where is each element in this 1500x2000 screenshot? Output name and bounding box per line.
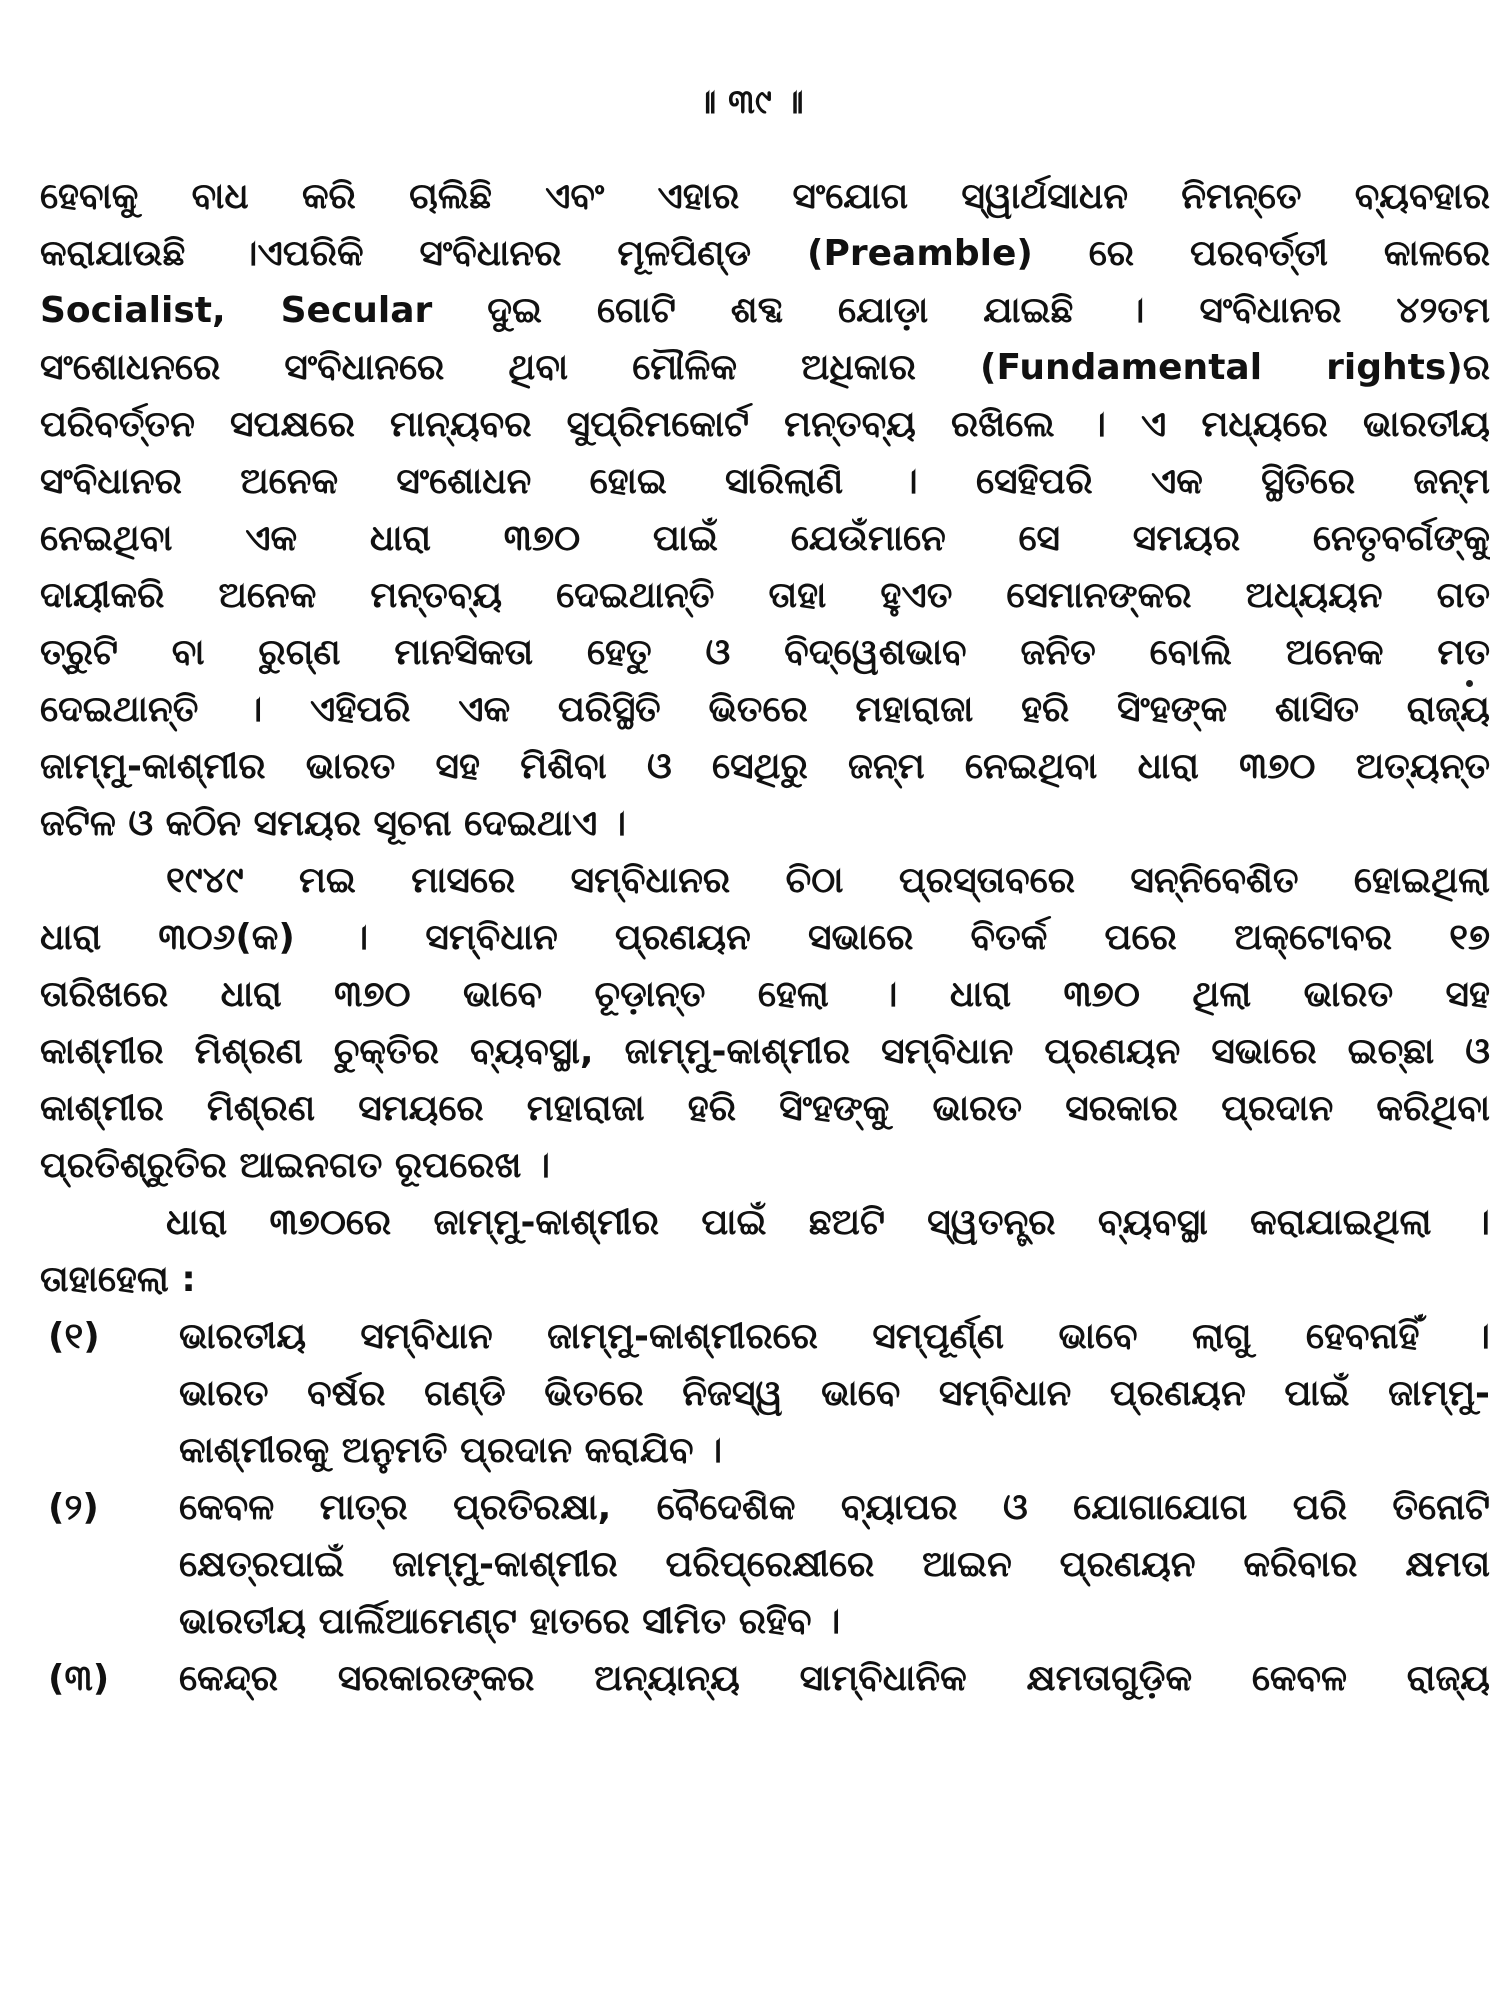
text-line: କ୍ଷେତ୍ରପାଇଁ ଜାମ୍ମୁ-କାଶ୍ମୀର ପରିପ୍ରେକ୍ଷୀରେ ଆଇନ ପ୍ରଣୟନ କରିବାର କ୍ଷମତା <box>179 1544 1490 1585</box>
text-line: ତ୍ରୁଟି ବା ରୁଗ୍ଣ ମାନସିକତା ହେତୁ ଓ ବିଦ୍ୱେଶଭାବ ଜନିତ ବୋଲି ଅନେକ ମତ <box>40 632 1490 673</box>
text-line: ସଂବିଧାନର ଅନେକ ସଂଶୋଧନ ହୋଇ ସାରିଲାଣି । ସେହିପରି ଏକ ସ୍ଥିତିରେ ଜନ୍ମ <box>40 461 1490 502</box>
text-line: ଜାମ୍ମୁ-କାଶ୍ମୀର ଭାରତ ସହ ମିଶିବା ଓ ସେଥିରୁ ଜନ୍ମ ନେଇଥିବା ଧାରା ୩୭୦ ଅତ୍ୟନ୍ତ <box>40 746 1490 787</box>
paragraph <box>40 852 1490 1194</box>
list-item-number: (୩) <box>48 1658 110 1699</box>
list-item <box>40 1650 1490 1707</box>
text-line: ପ୍ରତିଶ୍ରୁତିର ଆଇନଗତ ରୂପରେଖ । <box>40 1145 551 1186</box>
text-line: କାଶ୍ମୀରକୁ ଅନୁମତି ପ୍ରଦାନ କରାଯିବ । <box>179 1430 723 1471</box>
text-line: ଭାରତୀୟ ସମ୍ବିଧାନ ଜାମ୍ମୁ-କାଶ୍ମୀରରେ ସମ୍ପୂର୍ଣ୍ଣ ଭାବେ ଲାଗୁ ହେବନାହିଁ । <box>179 1316 1490 1357</box>
list-item-text <box>179 1308 1490 1479</box>
text-line: ହେବାକୁ ବାଧ କରି ଚାଲିଛି ଏବଂ ଏହାର ସଂଯୋଗ ସ୍ୱାର୍ଥସାଧନ ନିମନ୍ତେ ବ୍ୟବହାର <box>40 176 1490 217</box>
text-line: ଭାରତ ବର୍ଷର ଗଣ୍ଡି ଭିତରେ ନିଜସ୍ୱ ଭାବେ ସମ୍ବିଧାନ ପ୍ରଣୟନ ପାଇଁ ଜାମ୍ମୁ- <box>179 1373 1490 1414</box>
text-line: ଦାୟୀକରି ଅନେକ ମନ୍ତବ୍ୟ ଦେଇଥାନ୍ତି ତାହା ହୁଏତ ସେମାନଙ୍କର ଅଧ୍ୟୟନ ଗତ <box>40 575 1490 616</box>
list-item <box>40 1479 1490 1650</box>
text-line: ତାହାହେଲା : <box>40 1259 196 1300</box>
text-line: ଜଟିଳ ଓ କଠିନ ସମୟର ସୂଚନା ଦେଇଥାଏ । <box>40 803 627 844</box>
page-number: ॥ ୩୯ ॥ <box>696 82 804 122</box>
text-line: ନେଇଥିବା ଏକ ଧାରା ୩୭୦ ପାଇଁ ଯେଉଁମାନେ ସେ ସମୟର ନେତୃବର୍ଗଙ୍କୁ <box>40 518 1490 559</box>
text-line: କେନ୍ଦ୍ର ସରକାରଙ୍କର ଅନ୍ୟାନ୍ୟ ସାମ୍ବିଧାନିକ କ୍ଷମତାଗୁଡ଼ିକ କେବଳ ରାଜ୍ୟ <box>179 1658 1490 1699</box>
list-item <box>40 1308 1490 1479</box>
list-item-number: (୨) <box>48 1487 99 1528</box>
text-line: ପରିବର୍ତ୍ତନ ସପକ୍ଷରେ ମାନ୍ୟବର ସୁପ୍ରିମକୋର୍ଟ ମନ୍ତବ୍ୟ ରଖିଲେ । ଏ ମଧ୍ୟରେ ଭାରତୀୟ <box>40 404 1490 445</box>
text-line: କାଶ୍ମୀର ମିଶ୍ରଣ ସମୟରେ ମହାରାଜା ହରି ସିଂହଙ୍କୁ ଭାରତ ସରକାର ପ୍ରଦାନ କରିଥିବା <box>40 1088 1490 1129</box>
text-line: Socialist, Secular ଦୁଇ ଗୋଟି ଶବ୍ଦ ଯୋଡ଼ା ଯାଇଛି । ସଂବିଧାନର ୪୨ତମ <box>40 290 1490 331</box>
text-line: କରାଯାଉଛି ।ଏପରିକି ସଂବିଧାନର ମୂଳପିଣ୍ଡ (Preamble) ରେ ପରବର୍ତ୍ତୀ କାଳରେ <box>40 233 1490 274</box>
text-line: ଭାରତୀୟ ପାର୍ଲିଆମେଣ୍ଟ ହାତରେ ସୀମିତ ରହିବ । <box>179 1601 841 1642</box>
list-item-text <box>179 1479 1490 1650</box>
text-line: ତାରିଖରେ ଧାରା ୩୭୦ ଭାବେ ଚୂଡ଼ାନ୍ତ ହେଲା । ଧାରା ୩୭୦ ଥିଲା ଭାରତ ସହ <box>40 974 1490 1015</box>
list-item-number: (୧) <box>48 1316 100 1357</box>
paragraph <box>40 1194 1490 1308</box>
text-line: କାଶ୍ମୀର ମିଶ୍ରଣ ଚୁକ୍ତିର ବ୍ୟବସ୍ଥା, ଜାମ୍ମୁ-କାଶ୍ମୀର ସମ୍ବିଧାନ ପ୍ରଣୟନ ସଭାରେ ଇଚ୍ଛା ଓ <box>40 1031 1490 1072</box>
text-line: ଧାରା ୩୦୬(କ) । ସମ୍ବିଧାନ ପ୍ରଣୟନ ସଭାରେ ବିତର୍କ ପରେ ଅକ୍ଟୋବର ୧୭ <box>40 917 1490 958</box>
text-line: ଧାରା ୩୭୦ରେ ଜାମ୍ମୁ-କାଶ୍ମୀର ପାଇଁ ଛଅଟି ସ୍ୱତନ୍ତ୍ର ବ୍ୟବସ୍ଥା କରାଯାଇଥିଲା । <box>166 1202 1490 1243</box>
text-line: ସଂଶୋଧନରେ ସଂବିଧାନରେ ଥିବା ମୌଳିକ ଅଧିକାର (Fundamental rights)ର <box>40 347 1490 388</box>
list-item-text <box>179 1650 1490 1707</box>
page-body <box>40 168 1490 1707</box>
text-line: କେବଳ ମାତ୍ର ପ୍ରତିରକ୍ଷା, ବୈଦେଶିକ ବ୍ୟାପର ଓ ଯୋଗାଯୋଗ ପରି ତିନୋଟି <box>179 1487 1490 1528</box>
text-line: ୧୯୪୯ ମଇ ମାସରେ ସମ୍ବିଧାନର ଚିଠା ପ୍ରସ୍ତାବରେ ସନ୍ନିବେଶିତ ହୋଇଥିଲା <box>166 860 1490 901</box>
text-line: ଦେଇଥାନ୍ତି । ଏହିପରି ଏକ ପରିସ୍ଥିତି ଭିତରେ ମହାରାଜା ହରି ସିଂହଙ୍କ ଶାସିତ ରାଜ୍ୟ <box>40 689 1490 730</box>
paragraph <box>40 168 1490 852</box>
